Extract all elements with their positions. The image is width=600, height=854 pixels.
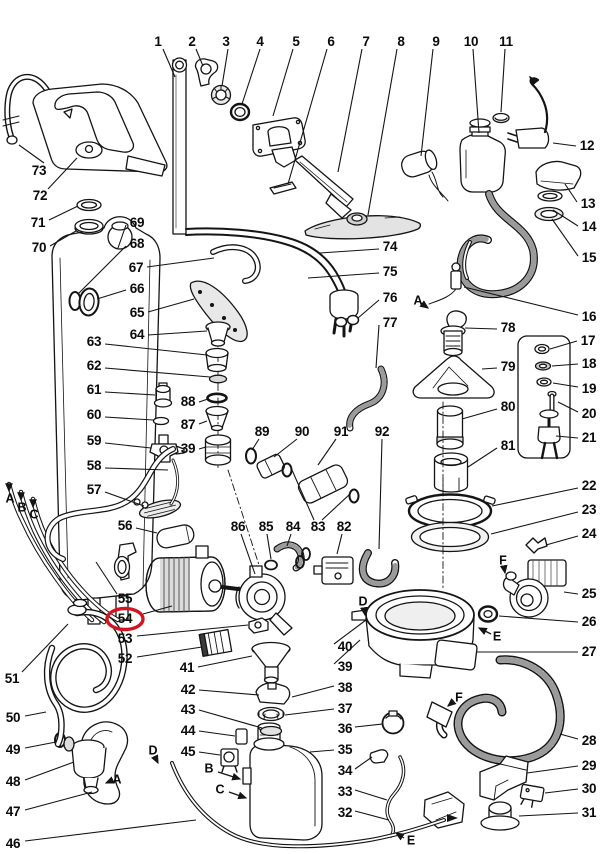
part-label-14: 14 <box>581 219 597 235</box>
part-label-64: 64 <box>129 327 145 343</box>
part-label-60: 60 <box>86 407 102 423</box>
part-label-7: 7 <box>362 34 370 50</box>
part-label-86: 86 <box>230 519 246 535</box>
part-label-67: 67 <box>128 260 144 276</box>
part-label-54: 54 <box>117 611 133 627</box>
part-label-31: 31 <box>581 805 597 821</box>
assembly-marker-A: A <box>5 491 15 506</box>
part-label-81: 81 <box>500 438 516 454</box>
part-label-45: 45 <box>180 744 196 760</box>
part-label-70: 70 <box>31 240 47 256</box>
part-label-21: 21 <box>581 430 597 446</box>
part-label-5: 5 <box>292 34 300 50</box>
part-label-87: 87 <box>180 417 196 433</box>
part-label-35: 35 <box>337 742 353 758</box>
part-label-12: 12 <box>579 138 595 154</box>
part-label-17: 17 <box>580 333 596 349</box>
part-label-24: 24 <box>581 526 597 542</box>
part-label-72: 72 <box>32 188 48 204</box>
part-label-26: 26 <box>581 614 597 630</box>
part-label-22: 22 <box>581 478 597 494</box>
part-label-39: 39 <box>337 659 353 675</box>
part-label-3: 3 <box>222 34 230 50</box>
part-label-29: 29 <box>581 758 597 774</box>
part-label-46: 46 <box>5 836 21 852</box>
assembly-marker-A: A <box>413 293 423 308</box>
part-label-2: 2 <box>188 34 196 50</box>
part-label-52: 52 <box>117 651 133 667</box>
part-label-91: 91 <box>333 424 349 440</box>
part-label-75: 75 <box>382 264 398 280</box>
part-label-15: 15 <box>581 250 597 266</box>
part-label-90: 90 <box>294 424 310 440</box>
part-label-28: 28 <box>581 733 597 749</box>
part-label-47: 47 <box>5 804 21 820</box>
part-label-42: 42 <box>180 682 196 698</box>
part-label-4: 4 <box>256 34 264 50</box>
part-label-77: 77 <box>382 315 398 331</box>
part-label-39: 39 <box>180 441 196 457</box>
assembly-marker-C: C <box>29 507 39 522</box>
part-label-34: 34 <box>337 763 353 779</box>
part-label-65: 65 <box>129 305 145 321</box>
part-label-27: 27 <box>581 644 597 660</box>
part-label-44: 44 <box>180 723 196 739</box>
assembly-marker-E: E <box>406 833 416 848</box>
part-label-51: 51 <box>4 671 20 687</box>
part-label-40: 40 <box>337 639 353 655</box>
part-label-6: 6 <box>327 34 335 50</box>
part-label-23: 23 <box>581 502 597 518</box>
part-label-48: 48 <box>5 774 21 790</box>
part-label-37: 37 <box>337 701 353 717</box>
part-label-71: 71 <box>30 215 46 231</box>
part-label-55: 55 <box>117 591 133 607</box>
part-label-85: 85 <box>258 519 274 535</box>
part-label-62: 62 <box>86 358 102 374</box>
part-label-57: 57 <box>86 482 102 498</box>
part-label-92: 92 <box>374 424 390 440</box>
assembly-marker-B: B <box>17 500 27 515</box>
part-label-10: 10 <box>463 34 479 50</box>
part-label-20: 20 <box>581 406 597 422</box>
part-label-43: 43 <box>180 702 196 718</box>
part-label-30: 30 <box>581 781 597 797</box>
part-label-69: 69 <box>129 215 145 231</box>
part-label-33: 33 <box>337 784 353 800</box>
part-label-18: 18 <box>581 356 597 372</box>
part-label-74: 74 <box>382 239 398 255</box>
part-label-61: 61 <box>86 382 102 398</box>
assembly-marker-A: A <box>112 772 122 787</box>
part-label-16: 16 <box>581 309 597 325</box>
part-label-89: 89 <box>254 424 270 440</box>
part-label-56: 56 <box>117 518 133 534</box>
part-label-68: 68 <box>129 236 145 252</box>
part-label-58: 58 <box>86 458 102 474</box>
part-label-63: 63 <box>86 334 102 350</box>
part-label-53: 53 <box>117 631 133 647</box>
part-label-9: 9 <box>432 34 440 50</box>
assembly-marker-D: D <box>358 594 368 609</box>
part-label-66: 66 <box>129 281 145 297</box>
part-label-1: 1 <box>154 34 162 50</box>
part-label-84: 84 <box>285 519 301 535</box>
part-label-13: 13 <box>580 196 596 212</box>
part-label-59: 59 <box>86 433 102 449</box>
part-label-8: 8 <box>397 34 405 50</box>
part-label-19: 19 <box>581 381 597 397</box>
part-label-82: 82 <box>336 519 352 535</box>
assembly-marker-F: F <box>499 553 507 568</box>
part-label-49: 49 <box>5 742 21 758</box>
assembly-marker-F: F <box>455 690 463 705</box>
part-label-36: 36 <box>337 721 353 737</box>
part-label-78: 78 <box>500 320 516 336</box>
assembly-marker-D: D <box>148 743 158 758</box>
part-label-83: 83 <box>310 519 326 535</box>
part-label-80: 80 <box>500 399 516 415</box>
part-label-88: 88 <box>180 394 196 410</box>
assembly-marker-E: E <box>492 629 502 644</box>
assembly-marker-B: B <box>204 761 214 776</box>
part-label-41: 41 <box>179 660 195 676</box>
part-label-73: 73 <box>31 163 47 179</box>
part-label-11: 11 <box>499 34 513 50</box>
part-label-79: 79 <box>500 359 516 375</box>
part-label-50: 50 <box>5 710 21 726</box>
part-label-76: 76 <box>382 290 398 306</box>
assembly-marker-C: C <box>215 782 225 797</box>
part-label-25: 25 <box>581 586 597 602</box>
part-label-38: 38 <box>337 680 353 696</box>
part-label-32: 32 <box>337 805 353 821</box>
